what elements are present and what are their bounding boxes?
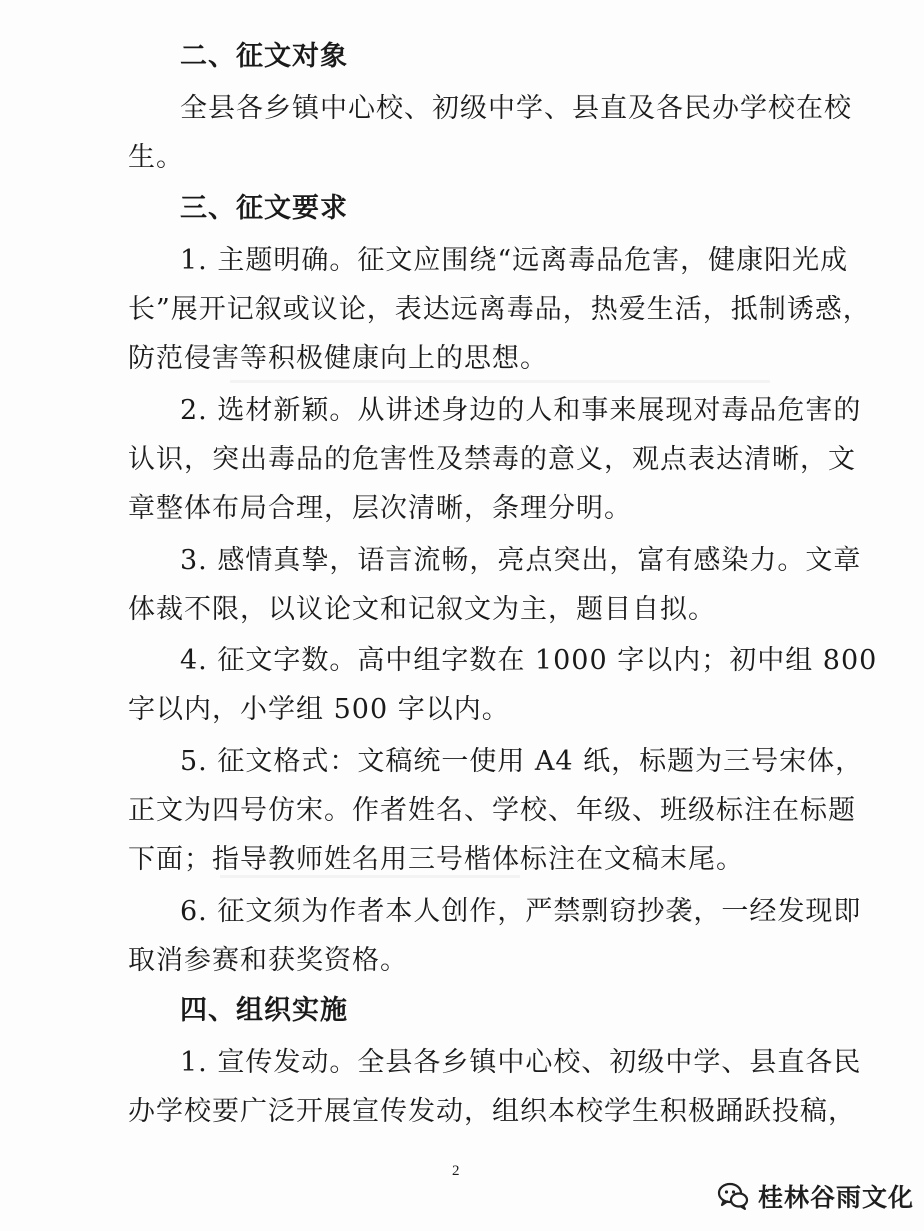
body-line: 认识，突出毒品的危害性及禁毒的意义，观点表达清晰，文: [128, 444, 856, 475]
body-line: 1. 宣传发动。全县各乡镇中心校、初级中学、县直各民: [180, 1047, 862, 1078]
body-line: 体裁不限，以议论文和记叙文为主，题目自拟。: [128, 594, 716, 625]
section-heading-2: 二、征文对象: [180, 41, 348, 72]
body-line: 章整体布局合理，层次清晰，条理分明。: [128, 493, 632, 524]
watermark-text: 桂林谷雨文化: [758, 1183, 915, 1212]
body-line: 1. 主题明确。征文应围绕“远离毒品危害，健康阳光成: [180, 245, 849, 276]
body-line: 办学校要广泛开展宣传发动，组织本校学生积极踊跃投稿，: [128, 1096, 856, 1127]
body-line: 防范侵害等积极健康向上的思想。: [128, 343, 548, 374]
body-line: 生。: [128, 142, 184, 173]
watermark: [716, 1178, 914, 1214]
body-line: 4. 征文字数。高中组字数在 1000 字以内；初中组 800: [180, 645, 878, 676]
section-heading-4: 四、组织实施: [180, 995, 348, 1026]
body-line: 字以内，小学组 500 字以内。: [128, 694, 510, 725]
page-number: 2: [452, 1163, 460, 1179]
body-line: 取消参赛和获奖资格。: [128, 945, 408, 976]
section-heading-3: 三、征文要求: [180, 193, 348, 224]
body-line: 2. 选材新颖。从讲述身边的人和事来展现对毒品危害的: [180, 395, 862, 426]
body-line: 长”展开记叙或议论，表达远离毒品，热爱生活，抵制诱惑，: [128, 294, 871, 325]
wechat-icon: [716, 1179, 750, 1213]
body-line: 3. 感情真挚，语言流畅，亮点突出，富有感染力。文章: [180, 545, 862, 576]
body-line: 6. 征文须为作者本人创作，严禁剽窃抄袭，一经发现即: [180, 896, 862, 927]
scan-artifact: [230, 380, 770, 383]
body-line: 正文为四号仿宋。作者姓名、学校、年级、班级标注在标题: [128, 795, 856, 826]
body-line: 下面；指导教师姓名用三号楷体标注在文稿末尾。: [128, 844, 744, 875]
body-line: 全县各乡镇中心校、初级中学、县直及各民办学校在校: [180, 93, 852, 124]
body-line: 5. 征文格式：文稿统一使用 A4 纸，标题为三号宋体，: [180, 746, 864, 777]
